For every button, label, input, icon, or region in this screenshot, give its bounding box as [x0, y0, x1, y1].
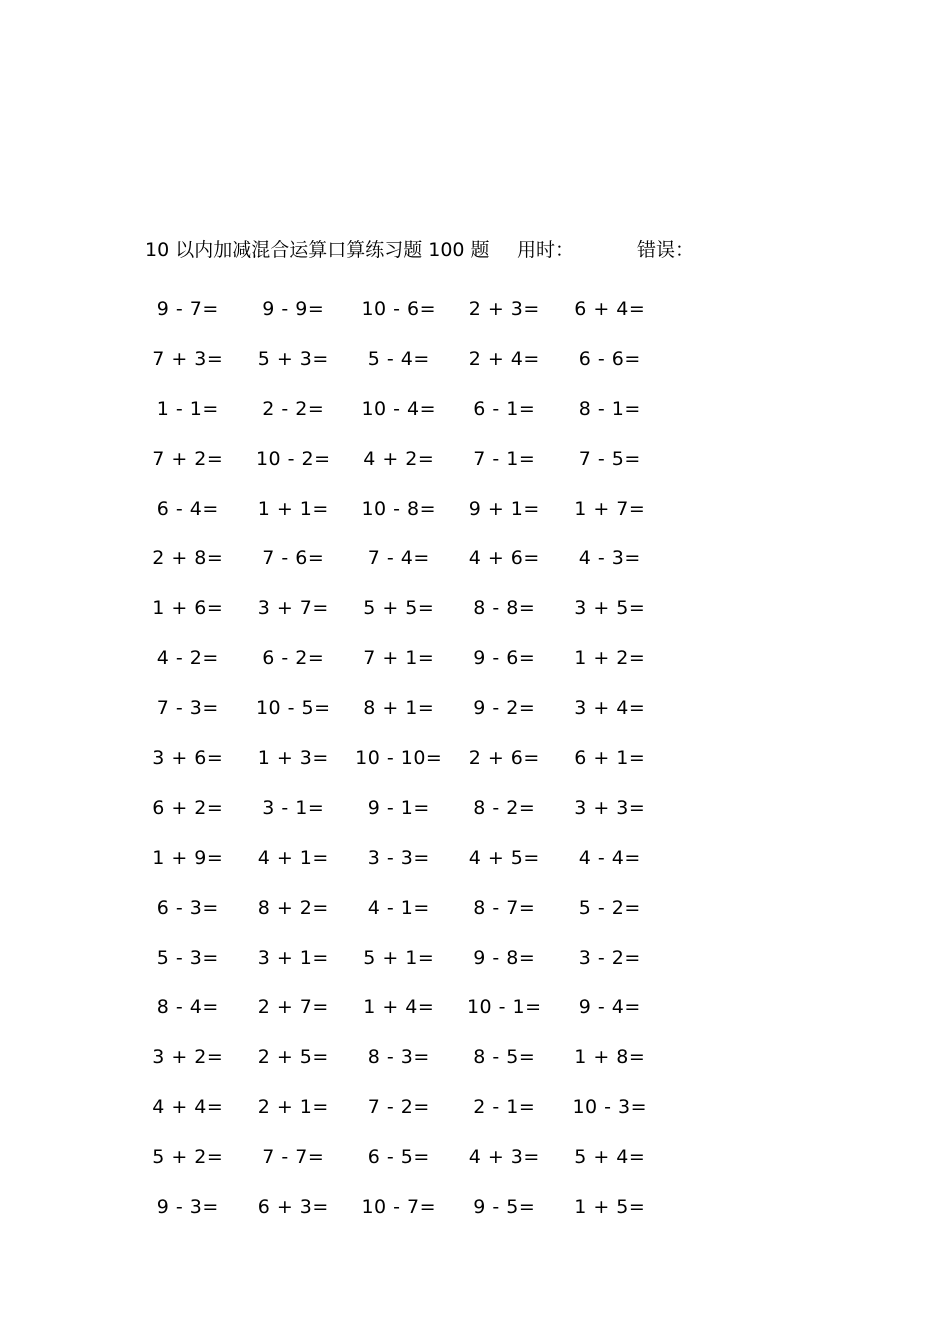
- math-problem: 5 + 2=: [152, 1146, 224, 1169]
- problem-row: [135, 284, 695, 334]
- math-problem: 10 - 10=: [355, 746, 443, 769]
- math-problem: 3 + 2=: [152, 1046, 224, 1069]
- math-problem: 8 - 5=: [473, 1046, 536, 1069]
- math-problem: 7 + 1=: [363, 647, 435, 670]
- problem-row: [135, 833, 695, 883]
- math-problem: 4 - 1=: [367, 896, 430, 919]
- math-problem: 8 + 2=: [257, 896, 329, 919]
- math-problem: 7 - 1=: [473, 447, 536, 470]
- math-problem: 10 - 2=: [255, 447, 331, 470]
- math-problem: 5 - 4=: [367, 347, 430, 370]
- math-problem: 1 + 3=: [257, 746, 329, 769]
- math-problem: 10 - 5=: [255, 697, 331, 720]
- math-problem: 7 - 3=: [156, 697, 219, 720]
- math-problem: 3 - 2=: [578, 946, 641, 969]
- problem-row: [135, 1082, 695, 1132]
- math-problem: 9 - 5=: [473, 1195, 536, 1218]
- problem-row: [135, 982, 695, 1032]
- math-problem: 10 - 7=: [361, 1195, 437, 1218]
- math-problem: 5 + 1=: [363, 946, 435, 969]
- math-problem: 9 - 8=: [473, 946, 536, 969]
- math-problem: 7 + 2=: [152, 447, 224, 470]
- math-problem: 3 + 1=: [257, 946, 329, 969]
- problem-grid: [135, 284, 695, 1232]
- problem-row: [135, 633, 695, 683]
- math-problem: 9 - 9=: [262, 297, 325, 320]
- problem-row: [135, 434, 695, 484]
- math-problem: 2 - 2=: [262, 397, 325, 420]
- math-problem: 6 - 3=: [156, 896, 219, 919]
- math-problem: 10 - 8=: [361, 497, 437, 520]
- math-problem: 1 + 5=: [574, 1195, 646, 1218]
- problem-row: [135, 933, 695, 983]
- math-problem: 2 + 8=: [152, 547, 224, 570]
- math-problem: 10 - 4=: [361, 397, 437, 420]
- math-problem: 7 - 4=: [367, 547, 430, 570]
- math-problem: 3 + 3=: [574, 796, 646, 819]
- math-problem: 7 + 3=: [152, 347, 224, 370]
- math-problem: 9 - 6=: [473, 647, 536, 670]
- math-problem: 4 + 2=: [363, 447, 435, 470]
- math-problem: 2 + 7=: [257, 996, 329, 1019]
- math-problem: 6 - 1=: [473, 397, 536, 420]
- math-problem: 2 + 1=: [257, 1096, 329, 1119]
- math-problem: 3 + 7=: [257, 597, 329, 620]
- problem-row: [135, 334, 695, 384]
- math-problem: 6 + 4=: [574, 297, 646, 320]
- math-problem: 4 + 4=: [152, 1096, 224, 1119]
- math-problem: 5 - 2=: [578, 896, 641, 919]
- math-problem: 1 + 9=: [152, 846, 224, 869]
- math-problem: 1 + 4=: [363, 996, 435, 1019]
- problem-row: [135, 883, 695, 933]
- math-problem: 3 + 6=: [152, 746, 224, 769]
- worksheet-header: [145, 236, 845, 264]
- math-problem: 6 - 5=: [367, 1146, 430, 1169]
- math-problem: 8 + 1=: [363, 697, 435, 720]
- problem-row: [135, 783, 695, 833]
- math-problem: 6 + 3=: [257, 1195, 329, 1218]
- math-problem: 9 - 7=: [156, 297, 219, 320]
- math-problem: 1 + 1=: [257, 497, 329, 520]
- math-problem: 4 + 1=: [257, 846, 329, 869]
- math-problem: 4 + 5=: [468, 846, 540, 869]
- math-problem: 5 + 5=: [363, 597, 435, 620]
- problem-row: [135, 583, 695, 633]
- math-problem: 8 - 7=: [473, 896, 536, 919]
- math-problem: 4 + 3=: [468, 1146, 540, 1169]
- math-problem: 3 - 3=: [367, 846, 430, 869]
- math-problem: 7 - 5=: [578, 447, 641, 470]
- problem-row: [135, 733, 695, 783]
- math-problem: 10 - 1=: [466, 996, 542, 1019]
- math-problem: 4 - 2=: [156, 647, 219, 670]
- math-problem: 7 - 6=: [262, 547, 325, 570]
- math-problem: 8 - 1=: [578, 397, 641, 420]
- math-problem: 9 + 1=: [468, 497, 540, 520]
- math-problem: 5 - 3=: [156, 946, 219, 969]
- math-problem: 8 - 3=: [367, 1046, 430, 1069]
- math-problem: 1 + 7=: [574, 497, 646, 520]
- math-problem: 1 + 8=: [574, 1046, 646, 1069]
- math-problem: 7 - 7=: [262, 1146, 325, 1169]
- math-problem: 10 - 3=: [572, 1096, 648, 1119]
- problem-row: [135, 1132, 695, 1182]
- math-problem: 6 + 2=: [152, 796, 224, 819]
- math-problem: 9 - 1=: [367, 796, 430, 819]
- math-problem: 8 - 8=: [473, 597, 536, 620]
- worksheet-title: 10 以内加减混合运算口算练习题 100 题: [145, 239, 490, 261]
- math-problem: 8 - 4=: [156, 996, 219, 1019]
- problem-row: [135, 683, 695, 733]
- problem-row: [135, 384, 695, 434]
- math-problem: 9 - 2=: [473, 697, 536, 720]
- math-problem: 2 + 5=: [257, 1046, 329, 1069]
- math-problem: 9 - 4=: [578, 996, 641, 1019]
- math-problem: 6 - 6=: [578, 347, 641, 370]
- math-problem: 3 - 1=: [262, 796, 325, 819]
- math-problem: 5 + 3=: [257, 347, 329, 370]
- math-problem: 4 - 3=: [578, 547, 641, 570]
- math-problem: 6 - 4=: [156, 497, 219, 520]
- math-problem: 3 + 5=: [574, 597, 646, 620]
- problem-row: [135, 484, 695, 534]
- math-problem: 1 + 2=: [574, 647, 646, 670]
- time-label: 用时：: [517, 239, 575, 261]
- math-problem: 6 + 1=: [574, 746, 646, 769]
- math-problem: 4 - 4=: [578, 846, 641, 869]
- math-problem: 5 + 4=: [574, 1146, 646, 1169]
- math-problem: 2 + 6=: [468, 746, 540, 769]
- math-problem: 8 - 2=: [473, 796, 536, 819]
- math-problem: 2 + 4=: [468, 347, 540, 370]
- math-problem: 4 + 6=: [468, 547, 540, 570]
- math-problem: 7 - 2=: [367, 1096, 430, 1119]
- math-problem: 9 - 3=: [156, 1195, 219, 1218]
- problem-row: [135, 533, 695, 583]
- math-problem: 2 + 3=: [468, 297, 540, 320]
- math-problem: 3 + 4=: [574, 697, 646, 720]
- problem-row: [135, 1182, 695, 1232]
- math-problem: 6 - 2=: [262, 647, 325, 670]
- math-problem: 2 - 1=: [473, 1096, 536, 1119]
- problem-row: [135, 1032, 695, 1082]
- math-problem: 1 - 1=: [156, 397, 219, 420]
- errors-label: 错误：: [637, 239, 695, 261]
- math-problem: 10 - 6=: [361, 297, 437, 320]
- math-problem: 1 + 6=: [152, 597, 224, 620]
